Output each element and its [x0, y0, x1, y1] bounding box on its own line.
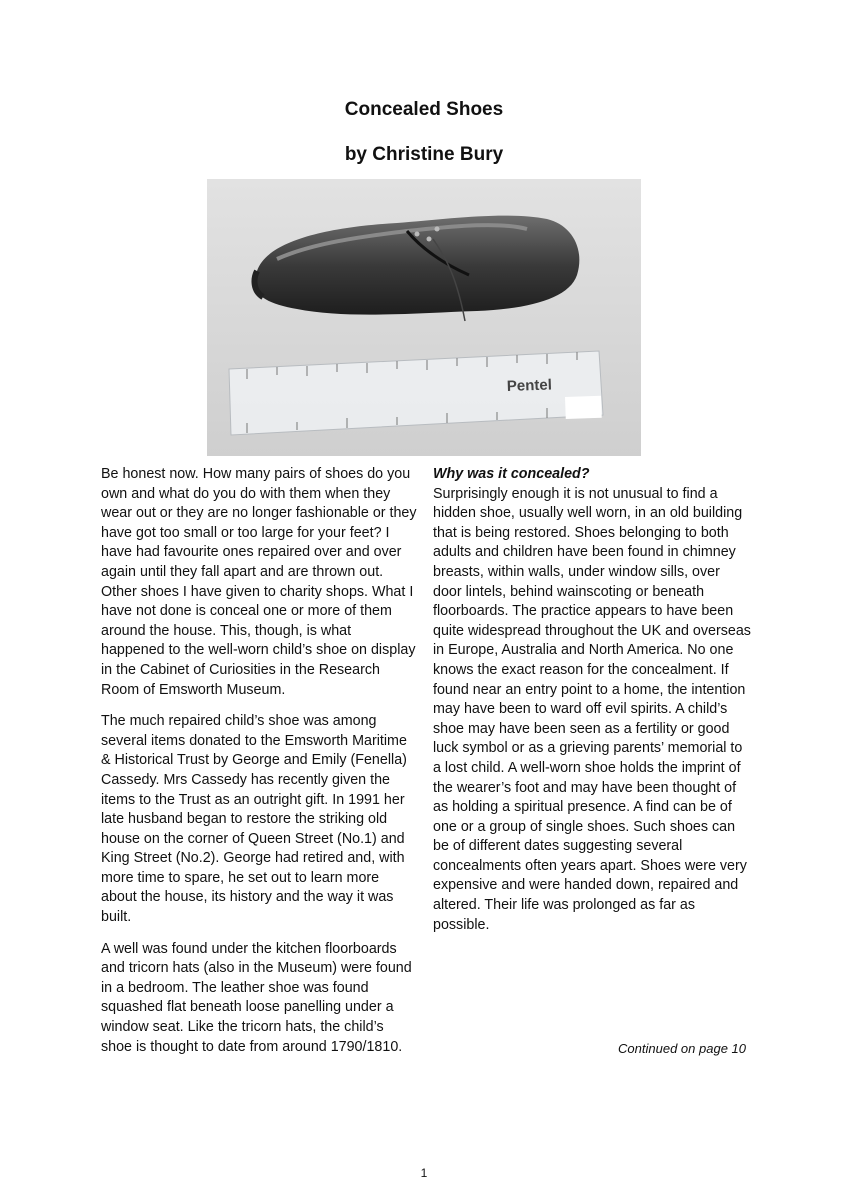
left-paragraph-3: A well was found under the kitchen floorboards and tricorn hats (also in the Museum) were found in a bedroom. The leather shoe was found squashed flat beneath loose panelling under a window seat. Like the tricorn hats, the child’s shoe is thought to date from around 1790/1810.: [101, 940, 412, 1055]
right-paragraph: Surprisingly enough it is not unusual to find a hidden shoe, usually well worn, in an old building that is being restored. Shoes belonging to both adults and children have been found in chimney breasts, within walls, under window sills, over door lintels, behind wainscoting or beneath floorboards. The practice appears to have been quite widespread throughout the UK and overseas in Europe, Australia and North America. No one knows the exact reason for the concealment. If found near an entry point to a home, the intention may have been to ward off evil spirits. A child’s shoe may have been seen as a fertility or good luck symbol or as a grieving parents’ memorial to a lost child. A well-worn shoe holds the imprint of the wearer’s foot and may have been thought of as holding a spiritual presence. A find can be of one or a group of single shoes. Such shoes can be of different dates suggesting several concealments often years apart. Shoes were very expensive and were handed down, repaired and altered. Their life was prolonged as far as possible.: [433, 485, 751, 933]
shoe-photo: [207, 179, 641, 456]
section-heading: Why was it concealed?: [433, 466, 590, 482]
left-paragraph-1: Be honest now. How many pairs of shoes do you own and what do you do with them when they wear out or they are no longer fashionable or they have got too small or too large for your feet? I have had favourite ones repaired over and over again until they fall apart and are thrown out. Other shoes I have given to charity shops. What I have not done is conceal one or more of them around the house. This, though, is what happened to the well-worn child’s shoe on display in the Cabinet of Curiosities in the Research Room of Emsworth Museum.: [101, 466, 417, 698]
left-column: [101, 465, 417, 1069]
ruler-brand-label: Pentel: [506, 376, 553, 395]
right-column: [433, 465, 751, 947]
article-title: Concealed Shoes: [344, 99, 504, 120]
left-paragraph-2: The much repaired child’s shoe was among several items donated to the Emsworth Maritime & Historical Trust by George and Emily (Fenella) Cassedy. Mrs Cassedy has recently given the items to the Trust as an outright gift. In 1991 her late husband began to restore the striking old house on the corner of Queen Street (No.1) and King Street (No.2). George had retired and, with more time to spare, he set out to learn more about the house, its history and the way it was built.: [101, 713, 407, 926]
continued-note: Continued on page 10: [618, 1041, 746, 1056]
page-number: 1: [420, 1166, 428, 1180]
shoe-and-ruler-image: [207, 179, 641, 456]
article-byline: by Christine Bury: [344, 144, 504, 165]
